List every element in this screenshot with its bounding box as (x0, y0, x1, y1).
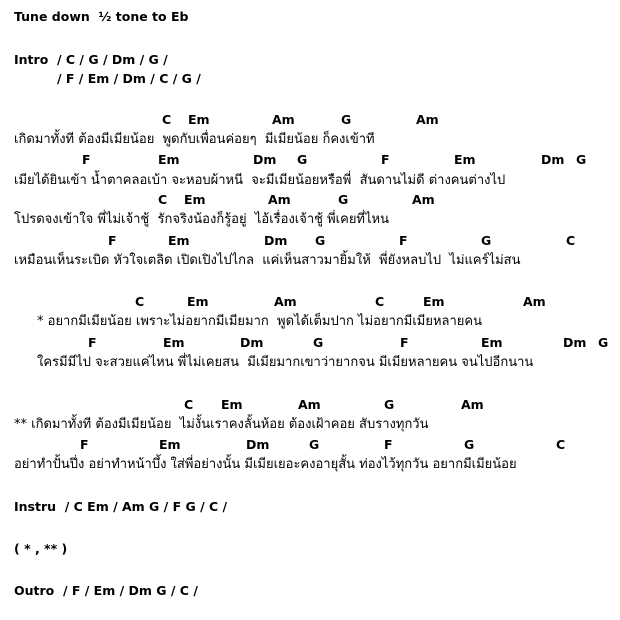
chord-v1-l2-6: Em (454, 152, 476, 167)
lyric-c1-l2: ใครมีมีไป จะสวยแค่ไหน พี่ไม่เคยสน มีเมียมากเขาว่ายากจน มีเมียหลายคน จนไปอีกนาน (37, 355, 534, 370)
chord-c2-l2-2: Em (159, 437, 181, 452)
chord-v1-l4-2: Em (168, 233, 190, 248)
chord-c2-l2-3: Dm (246, 437, 270, 452)
chord-v1-l4-3: Dm (264, 233, 288, 248)
lyric-v1-l4: เหมือนเห็นระเบิด หัวใจเตลิด เปิดเปิงไปไกล แค่เห็นสาวมายิ้มให้ พี่ยังหลบไป ไม่แคร์ไม่สน (14, 253, 521, 268)
intro-line-2: / F / Em / Dm / C / G / (57, 71, 201, 86)
chord-c1-l1-5: Em (423, 294, 445, 309)
chord-c2-l1-3: Am (298, 397, 321, 412)
chord-c2-l1-5: Am (461, 397, 484, 412)
chord-v1-l3-2: Em (184, 192, 206, 207)
chord-v1-l2-5: F (381, 152, 390, 167)
chord-c2-l1-1: C (184, 397, 194, 412)
lyric-v1-l2: เมียได้ยินเข้า น้ำตาคลอเบ้า จะหอบผ้าหนี จะมีเมียน้อยหรือพี่ สันดานไม่ดี ต่างคนต่างไป (14, 173, 506, 188)
chord-v1-l2-3: Dm (253, 152, 277, 167)
chord-v1-l1-3: Am (272, 112, 295, 127)
chord-v1-l4-5: F (399, 233, 408, 248)
chord-c1-l2-4: G (313, 335, 324, 350)
chord-c1-l2-1: F (88, 335, 97, 350)
outro-line: Outro / F / Em / Dm G / C / (14, 583, 198, 598)
chord-v1-l4-1: F (108, 233, 117, 248)
chord-c2-l2-1: F (80, 437, 89, 452)
intro-line-1: Intro / C / G / Dm / G / (14, 52, 168, 67)
lyric-c1-l1: * อยากมีเมียน้อย เพราะไม่อยากมีเมียมาก พูดได้เต็มปาก ไม่อยากมีเมียหลายคน (37, 314, 482, 329)
chord-v1-l4-6: G (481, 233, 492, 248)
chord-v1-l1-1: C (162, 112, 172, 127)
chord-v1-l3-1: C (158, 192, 168, 207)
chord-c1-l2-8: G (598, 335, 609, 350)
chord-v1-l1-5: Am (416, 112, 439, 127)
chord-c2-l1-2: Em (221, 397, 243, 412)
chord-v1-l2-7: Dm (541, 152, 565, 167)
chord-c1-l1-1: C (135, 294, 145, 309)
chord-v1-l2-8: G (576, 152, 587, 167)
lyric-v1-l1: เกิดมาทั้งที ต้องมีเมียน้อย พูดกับเพื่อนค่อยๆ มีเมียน้อย ก็คงเข้าที (14, 132, 375, 147)
lyric-c2-l2: อย่าทำปั้นปึ่ง อย่าทำหน้าบึ้ง ใส่พี่อย่างนั้น มีเมียเยอะคงอายุสั้น ท่องไว้ทุกวัน อยากมีเมียน้อย (14, 457, 517, 472)
chord-v1-l4-7: C (566, 233, 576, 248)
chord-c2-l2-6: G (464, 437, 475, 452)
tuning-note: Tune down ½ tone to Eb (14, 9, 189, 24)
chord-c1-l1-2: Em (187, 294, 209, 309)
instru-line: Instru / C Em / Am G / F G / C / (14, 499, 228, 514)
chord-v1-l2-4: G (297, 152, 308, 167)
chord-c2-l2-7: C (556, 437, 566, 452)
chord-c1-l2-7: Dm (563, 335, 587, 350)
chord-c1-l2-6: Em (481, 335, 503, 350)
chord-v1-l2-2: Em (158, 152, 180, 167)
chord-v1-l1-4: G (341, 112, 352, 127)
chord-c1-l2-2: Em (163, 335, 185, 350)
lyric-c2-l1: ** เกิดมาทั้งที ต้องมีเมียน้อย ไม่งั้นเราคงลั้นห้อย ต้องเฝ้าคอย สับรางทุกวัน (14, 417, 429, 432)
chord-v1-l3-4: G (338, 192, 349, 207)
lyric-v1-l3: โปรดจงเข้าใจ พี่ไม่เจ้าชู้ รักจริงน้องก็รู้อยู่ ไอ้เรื่องเจ้าชู้ พี่เคยที่ไหน (14, 212, 389, 227)
repeat-marker: ( * , ** ) (14, 541, 68, 556)
chord-v1-l3-5: Am (412, 192, 435, 207)
chord-v1-l3-3: Am (268, 192, 291, 207)
chord-c2-l2-5: F (384, 437, 393, 452)
chord-v1-l4-4: G (315, 233, 326, 248)
chord-c1-l2-5: F (400, 335, 409, 350)
chord-v1-l2-1: F (82, 152, 91, 167)
chord-c1-l1-4: C (375, 294, 385, 309)
chord-v1-l1-2: Em (188, 112, 210, 127)
chord-c1-l2-3: Dm (240, 335, 264, 350)
chord-c1-l1-6: Am (523, 294, 546, 309)
chord-c2-l1-4: G (384, 397, 395, 412)
chord-c2-l2-4: G (309, 437, 320, 452)
chord-c1-l1-3: Am (274, 294, 297, 309)
